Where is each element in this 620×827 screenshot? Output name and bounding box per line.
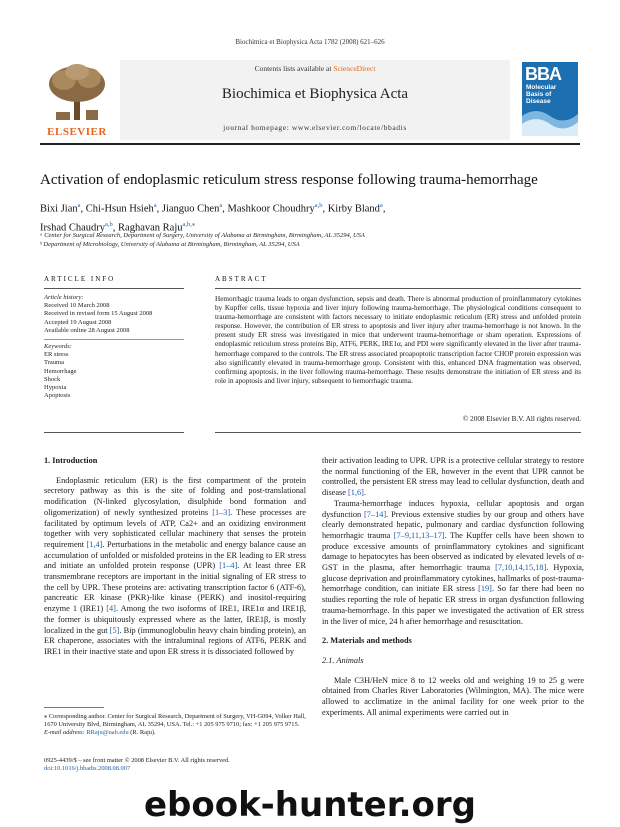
issn-line: 0925-4439/$ – see front matter © 2008 Elsevier B.V. All rights reserved. [44,757,230,764]
intro-paragraph-3 [322,499,584,627]
received-date: Received 10 March 2008 [44,302,110,310]
issn-block [44,757,314,773]
journal-homepage-line [120,123,510,132]
citation-link[interactable]: [1,6] [348,488,364,498]
citation-link[interactable]: [4] [106,604,116,614]
watermark-text: ebook-hunter.org [143,785,477,825]
citation-link[interactable]: [1–4] [219,561,238,571]
keyword: Trauma [44,359,64,367]
author-name[interactable]: Bixi Jian [40,203,78,215]
author-line: Bixi Jian$^a$, Chi-Hsun Hsieh$^a$, Jianguo Chen$^a$, Mashkoor Choudhry$^{a,b}$, Kirby Bland$^a$, [40,202,386,215]
elsevier-logo[interactable] [42,62,112,138]
text-run: . Among the two isoforms of IRE1, IRE1α and IRE1β, the former is ubiquitously expressed where as the latter, IRE1β, is mostly localized in the gut [44,604,306,635]
keyword: Apoptosis [44,392,71,400]
history-label: Article history: [44,294,84,301]
citation-link[interactable]: [7,10,14,15,18] [495,563,547,573]
abstract-heading: ABSTRACT [215,275,268,283]
cover-wave-icon [522,102,578,136]
author-affiliation-marker[interactable]: a,b [105,220,113,228]
text-run: . These processes are facilitated by optimum levels of ATP, Ca2+ and an oxidizing environment together with very sophisticated cellular machinery that senses the protein requirement [44,507,306,549]
corresponding-author-footnote [44,713,314,737]
text-run: . Previous extensive studies by our group and others have clearly demonstrated hepatic, pulmonary and cardiac dysfunction following hemorrhagic trauma [322,509,585,540]
author-affiliation-marker[interactable]: a,b,⁎ [182,220,196,228]
cover-subtitle-line: Molecular [526,84,557,91]
text-run: . The Kupffer cells have been shown to produce excessive amounts of proinflammatory cytokines and significant damage to hepatocytes has been observed as indicated by elevated levels of α-GST in the plasma, after hemorrhagic trauma [322,530,584,573]
text-run: . So far there had been no studies reporting the role of hepatic ER stress in organ dysfunction following trauma-hemorrhage. In this paper we investigated the activation of ER stress in the liver of mice, 24 h after hemorrhage and resuscitation. [322,584,585,626]
citation-link[interactable]: [7–14] [364,509,387,519]
author-affiliation-marker[interactable]: a [77,202,81,209]
text-run: Endoplasmic reticulum (ER) is the first compartment of the protein secretory pathway as this is the site of folding and post-translational modification (N-linked glycosylation, disulphide bond formation and oligomerization) of newly synthesized proteins [44,475,306,517]
keywords-label: Keywords: [44,343,72,351]
keyword: Hypoxia [44,384,67,392]
accepted-date: Accepted 19 August 2008 [44,318,112,326]
introduction-heading: 1. Introduction [44,456,98,465]
sciencedirect-link[interactable]: ScienceDirect [333,64,376,73]
affiliation-b: ᵇ Department of Microbiology, University of Alabama at Birmingham, Birmingham, AL 35294, USA [40,241,300,248]
keyword: Shock [44,375,61,383]
intro-paragraph-1 [44,476,306,658]
footnote-rule [44,707,104,708]
author-affiliation-marker[interactable]: a [153,202,157,209]
citation-link[interactable]: [7–9,11,13–17] [393,530,445,540]
footnote-text: ⁎ Corresponding author. Center for Surgical Research, Department of Surgery, VH-G094, Volker Hall, 1670 University Blvd, Birmingham, AL 35294, USA. Tel.: +1 205 975 9710; fax: +1 205 975 9715. [44,713,306,728]
author-name[interactable]: Chi-Hsun Hsieh [85,203,154,215]
tree-logo-icon [42,62,112,122]
intro-paragraph-2 [322,456,584,499]
online-date: Available online 28 August 2008 [44,326,130,334]
citation-link[interactable]: [1,4] [86,539,103,549]
article-info-block [44,294,194,400]
article-info-heading: ARTICLE INFO [44,275,116,283]
author-affiliation-marker[interactable]: a,b [314,202,323,209]
text-run: . Perturbations in the metabolic and energy balance cause an accumulation of unfolded or misfolded proteins in the ER leading to ER stress and initiate an unfolded protein response (UPR) [44,539,306,571]
text-run: . Hypoxia, glucose deprivation and proinflammatory cytokines, hallmarks of post-trauma-hemorrhage condition, can initiate ER stress [322,563,585,594]
cover-subtitle-line: Basis of [526,91,552,98]
journal-masthead [120,60,510,140]
author-list [40,198,600,235]
article-title: Activation of endoplasmic reticulum stress response following trauma-hemorrhage [40,172,538,188]
citation-link[interactable]: [19] [478,584,492,594]
keyword: ER stress [44,351,69,359]
affiliation-a: ᵃ Center for Surgical Research, Department of Surgery, University of Alabama at Birmingham, Birmingham, AL 35294, USA [40,232,365,239]
abstract-text: Hemorrhagic trauma leads to organ dysfunction, sepsis and death. There is abnormal production of proinflammatory cytokines by Kupffer cells, tissue hypoxia and liver injury following trauma-hemorrhage. The physiological conditions consequent to trauma-hemorrhage are consistent with factors necessary to initiate endoplasmic reticulum (ER) stress and unfolded protein response. However, the contribution of ER stress to apoptosis and liver injury after trauma-hemorrhage is not known. In the present study ER stress was investigated in mice that underwent trauma-hemorrhage or sham operation. Expressions of endoplasmic reticulum stress proteins Bip, ATF6, PERK, IRE1α, and PDI were significantly elevated in the liver after trauma-hemorrhage compared to the controls. The ER stress associated proapoptotic transcription factor CHOP protein expression was also significantly elevated in trauma-hemorrhage group. Consistent with this, enhanced DNA fragmentation was observed, confirming apoptosis, in the liver following trauma-hemorrhage. These results demonstrate the initiation of ER stress and its role in apoptosis and liver injury, subsequent to hemorrhagic trauma. [215,295,581,385]
text-run: . At least three ER transmembrane receptors are important in the initial signaling of ER stress to the cell by UPR. These proteins are: activating transcription factor 6 (ATF-6), pancreatic ER kinase (PKR)-like kinase (PERK) and inositol-requiring enzyme 1 (IRE1) [44,561,306,614]
elsevier-wordmark: ELSEVIER [47,126,107,138]
homepage-link[interactable]: www.elsevier.com/locate/bbadis [291,123,407,132]
info-divider [44,339,184,340]
text-run: their activation leading to UPR. UPR is a protective cellular strategy to restore the normal functioning of the ER, however in the event that UPR cannot be controlled, the persistent ER stress may lead to cellular dysfunction, death and disease [322,456,584,498]
abstract-rule [215,288,581,289]
text-run: . [363,488,367,498]
author-affiliation-marker[interactable]: a [219,202,223,209]
methods-heading: 2. Materials and methods [322,636,412,646]
revised-date: Received in revised form 15 August 2008 [44,310,153,318]
author-name[interactable]: Irshad Chaudry [40,222,106,233]
abstract-copyright: © 2008 Elsevier B.V. All rights reserved. [462,415,581,423]
citation-link[interactable]: [1–3] [212,507,231,517]
author-affiliation-marker[interactable]: a [379,202,383,209]
running-header: Biochimica et Biophysica Acta 1782 (2008) 621–626 [235,38,385,46]
info-bottom-rule [44,432,184,433]
footnote-email-line [44,729,314,737]
email-link[interactable]: RRaju@uab.edu [86,729,129,736]
info-rule [44,288,184,289]
author-name[interactable]: Kirby Bland [327,203,380,215]
text-run: Trauma-hemorrhage induces hypoxia, cellular apoptosis and organ dysfunction [322,498,584,519]
methods-paragraph-1: Male C3H/HeN mice 8 to 12 weeks old and weighing 19 to 25 g were obtained from Charles River Laboratories (Wilmington, MA). The mice were allowed to acclimatize in the animal facility for one week prior to the experiments. All animal experiments were carried out in [322,675,584,717]
keyword: Hemorrhage [44,367,77,375]
contents-prefix: Contents lists available at [254,64,334,73]
text-run: . Bip (immunoglobulin heavy chain binding protein), an ER chaperone, associates with the intraluminal regions of ATF6, PERK and IRE1 in their inactive state and upon ER stress it is dissociated followed by [44,625,306,656]
citation-link[interactable]: [5] [109,625,120,635]
email-suffix: (R. Raju). [128,729,156,736]
animals-subheading: 2.1. Animals [322,655,364,665]
abstract-bottom-rule [215,432,581,433]
author-name[interactable]: Mashkoor Choudhry [227,203,315,215]
doi-link[interactable]: doi:10.1016/j.bbadis.2008.08.007 [44,765,131,772]
email-label: E-mail address: [44,729,87,736]
body-right-column [322,456,584,718]
masthead-rule [40,143,580,145]
author-line: Irshad Chaudry$^{a,b}$, Raghavan Raju$^{a,b,⁎}$ [40,220,196,233]
body-left-column [44,456,306,658]
author-name[interactable]: Jianguo Chen [161,203,220,215]
journal-title: Biochimica et Biophysica Acta [221,86,409,102]
cover-subtitle-line: Disease [526,98,551,105]
author-name[interactable]: Raghavan Raju [118,222,183,233]
contents-line [120,64,510,73]
cover-bba-letters: BBA [525,64,561,84]
homepage-prefix: journal homepage: [223,123,292,132]
journal-cover-thumbnail[interactable] [522,62,578,136]
